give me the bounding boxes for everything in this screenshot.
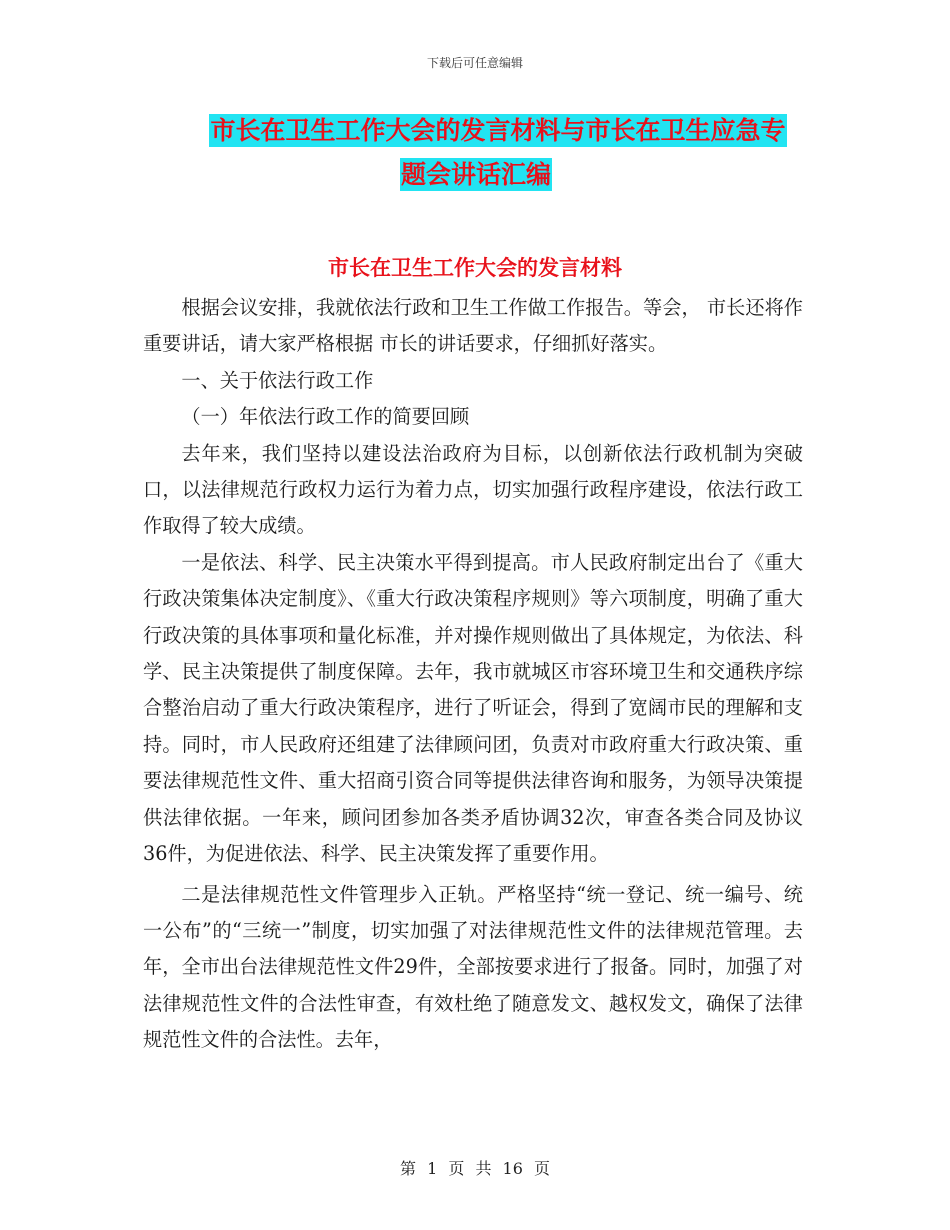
document-title-line-2	[0, 160, 950, 190]
paragraph: 二是法律规范性文件管理步入正轨。严格坚持“统一登记、统一编号、统一公布”的“三统一”制度，切实加强了对法律规范性文件的法律规范管理。去年，全市出台法律规范性文件29件，全部按要求进行了报备。同时，加强了对法律规范性文件的合法性审查，有效杜绝了随意发文、越权发文，确保了法律规范性文件的合法性。去年，	[143, 882, 803, 1052]
paragraph: 去年来，我们坚持以建设法治政府为目标，以创新依法行政机制为突破口，以法律规范行政权力运行为着力点，切实加强行政程序建设，依法行政工作取得了较大成绩。	[143, 441, 803, 538]
paragraph: 一是依法、科学、民主决策水平得到提高。市人民政府制定出台了《重大行政决策集体决定制度》、《重大行政决策程序规则》等六项制度，明确了重大行政决策的具体事项和量化标准，并对操作规则做出了具体规定，为依法、科学、民主决策提供了制度保障。去年，我市就城区市容环境卫生和交通秩序综合整治启动了重大行政决策程序，进行了听证会，得到了宽阔市民的理解和支持。同时，市人民政府还组建了法律顾问团，负责对市政府重大行政决策、重要法律规范性文件、重大招商引资合同等提供法律咨询和服务，为领导决策提供法律依据。一年来，顾问团参加各类矛盾协调32次，审查各类合同及协议36件，为促进依法、科学、民主决策发挥了重要作用。	[143, 550, 803, 866]
section-title: 市长在卫生工作大会的发言材料	[328, 256, 622, 280]
header-note: 下载后可任意编辑	[426, 56, 523, 70]
heading-level-2: （一）年依法行政工作的简要回顾	[181, 405, 470, 429]
document-title-line-1	[0, 116, 950, 146]
body-text	[143, 290, 803, 1059]
page-footer: 第 1 页 共 16 页	[400, 1159, 550, 1178]
heading-level-1: 一、关于依法行政工作	[181, 368, 374, 392]
paragraph: 根据会议安排，我就依法行政和卫生工作做工作报告。等会， 市长还将作重要讲话，请大家严格根据 市长的讲话要求，仔细抓好落实。	[143, 296, 803, 356]
document-title-text-1: 市长在卫生工作大会的发言材料与市长在卫生应急专	[210, 116, 786, 145]
document-title-text-2: 题会讲话汇编	[400, 160, 551, 189]
